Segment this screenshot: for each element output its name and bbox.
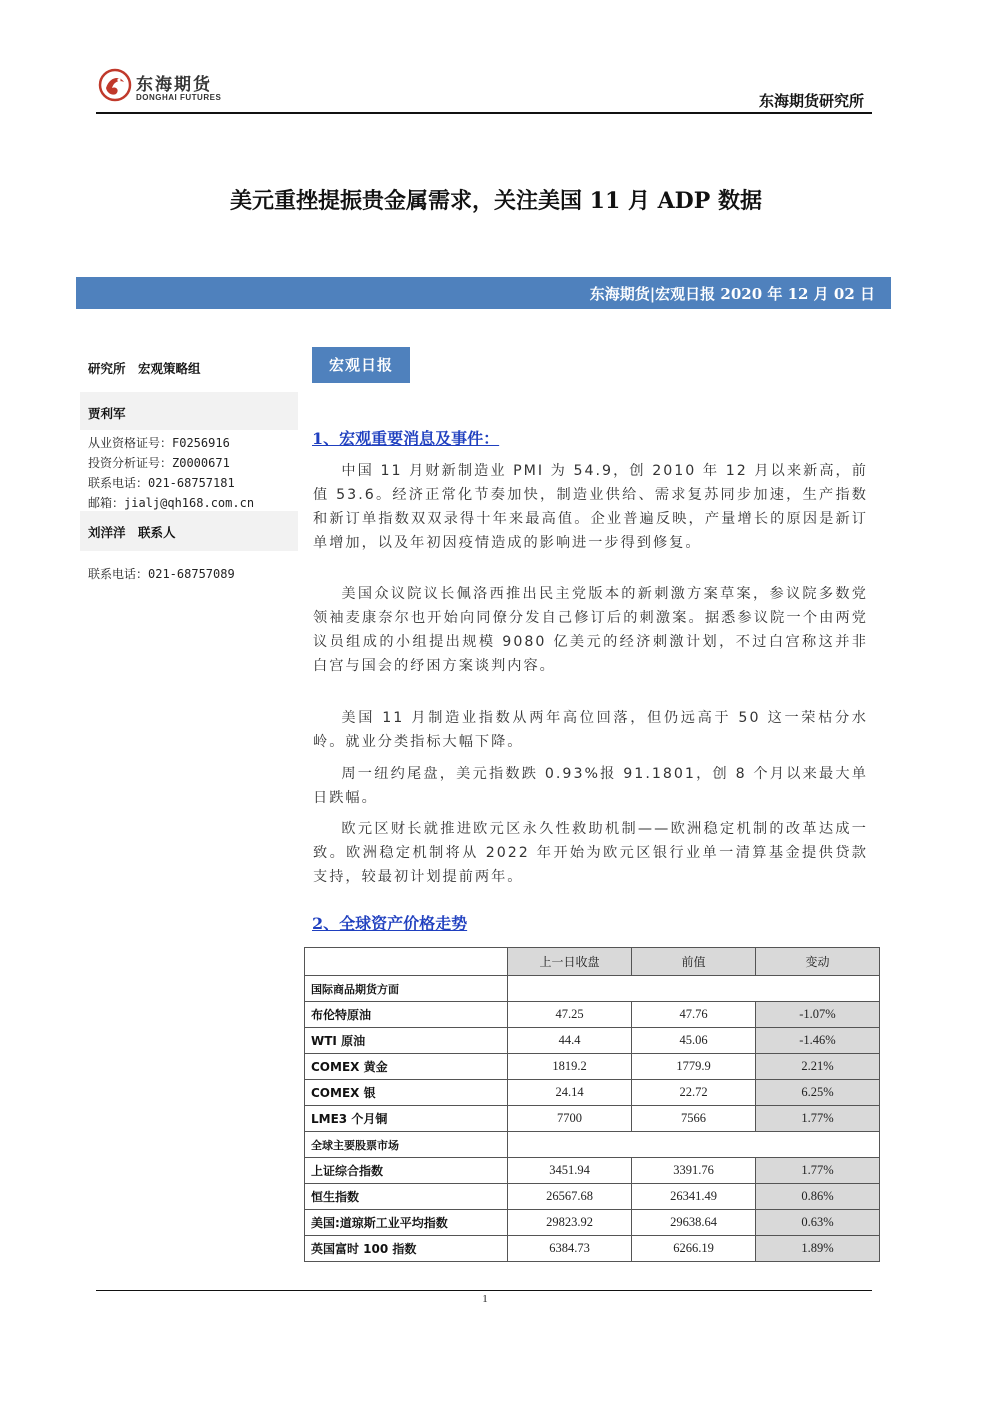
paragraph-1: 中国 11 月财新制造业 PMI 为 54.9，创 2010 年 12 月以来新高，前值 53.6。经济正常化节奏加快，制造业供给、需求复苏同步加速，生产指数和新订单指数双双录得十年来最高值。企业普遍反映，产量增长的原因是新订单增加，以及年初因疫情造成的影响进一步得到修复。 [313,463,868,551]
row-prev: 7566 [632,1106,756,1132]
row-prev: 26341.49 [632,1184,756,1210]
row-name: COMEX 银 [305,1080,508,1106]
row-change: 1.89% [756,1236,880,1262]
row-change: 6.25% [756,1080,880,1106]
table-row [305,1080,880,1106]
row-prev: 45.06 [632,1028,756,1054]
row-name: 美国:道琼斯工业平均指数 [305,1210,508,1236]
report-banner [76,277,891,309]
header-divider [96,112,872,114]
table-row [305,1028,880,1054]
row-prev: 3391.76 [632,1158,756,1184]
row-prev: 22.72 [632,1080,756,1106]
analyst2-name: 刘洋洋 联系人 [88,525,176,540]
header-institute: 东海期货研究所 [758,92,864,110]
company-logo [98,64,238,110]
analyst2-name-block [80,511,298,551]
row-close: 44.4 [508,1028,632,1054]
analyst1-info [88,433,306,513]
row-change: 2.21% [756,1054,880,1080]
table-row [305,1236,880,1262]
table-header-prev: 前值 [632,948,756,976]
row-change: 0.86% [756,1184,880,1210]
table-header-blank [305,948,508,976]
row-name: WTI 原油 [305,1028,508,1054]
analyst1-phone: 联系电话：021-68757181 [88,476,235,490]
row-close: 26567.68 [508,1184,632,1210]
table-row [305,1158,880,1184]
footer-divider [96,1290,872,1291]
analyst1-email[interactable]: 邮箱：jialj@qh168.com.cn [88,496,255,510]
section1-title: 1、宏观重要消息及事件： [312,429,500,448]
paragraph-3: 美国 11 月制造业指数从两年高位回落，但仍远高于 50 这一荣枯分水岭。就业分类指标大幅下降。 [313,710,868,750]
analyst1-license: 从业资格证号：F0256916 [88,436,230,450]
logo-cn-text: 东海期货 [136,75,212,95]
table-category-row [305,976,880,1002]
row-prev: 29638.64 [632,1210,756,1236]
table-row [305,1002,880,1028]
row-name: COMEX 黄金 [305,1054,508,1080]
table-row [305,1106,880,1132]
row-change: -1.46% [756,1028,880,1054]
category-filler [508,1132,880,1158]
page-number: 1 [482,1293,488,1305]
analyst2-phone: 联系电话：021-68757089 [88,567,235,581]
report-type-tag: 宏观日报 [312,347,410,383]
row-close: 29823.92 [508,1210,632,1236]
row-name: 恒生指数 [305,1184,508,1210]
row-name: LME3 个月铜 [305,1106,508,1132]
table-header-change: 变动 [756,948,880,976]
row-prev: 6266.19 [632,1236,756,1262]
sidebar-dept: 研究所 宏观策略组 [88,361,201,376]
paragraph-4: 周一纽约尾盘，美元指数跌 0.93%报 91.1801，创 8 个月以来最大单日跌幅。 [313,766,868,806]
asset-price-table [304,947,880,1262]
row-close: 7700 [508,1106,632,1132]
row-close: 3451.94 [508,1158,632,1184]
section2-title: 2、全球资产价格走势 [312,914,468,933]
banner-text: 东海期货|宏观日报 2020 年 12 月 02 日 [589,285,875,303]
report-title: 美元重挫提振贵金属需求，关注美国 11 月 ADP 数据 [230,188,762,214]
category-label: 国际商品期货方面 [305,976,508,1002]
table-row [305,1184,880,1210]
row-name: 英国富时 100 指数 [305,1236,508,1262]
paragraph-5: 欧元区财长就推进欧元区永久性救助机制——欧洲稳定机制的改革达成一致。欧洲稳定机制将从 2022 年开始为欧元区银行业单一清算基金提供贷款支持，较最初计划提前两年。 [313,821,868,885]
row-change: -1.07% [756,1002,880,1028]
row-change: 1.77% [756,1106,880,1132]
row-name: 上证综合指数 [305,1158,508,1184]
dragon-logo-icon [98,68,132,102]
paragraph-2: 美国众议院议长佩洛西推出民主党版本的新刺激方案草案，参议院多数党领袖麦康奈尔也开始向同僚分发自己修订后的刺激案。据悉参议院一个由两党议员组成的小组提出规模 9080 亿美元的经济刺激计划，不过白宫称这并非白宫与国会的纾困方案谈判内容。 [313,586,868,674]
table-row [305,1054,880,1080]
row-close: 47.25 [508,1002,632,1028]
table-row [305,1210,880,1236]
logo-en-text: DONGHAI FUTURES [136,93,222,102]
analyst1-name-block [80,392,298,430]
row-close: 1819.2 [508,1054,632,1080]
row-prev: 47.76 [632,1002,756,1028]
table-header-close: 上一日收盘 [508,948,632,976]
row-name: 布伦特原油 [305,1002,508,1028]
analyst1-invest-license: 投资分析证号：Z0000671 [88,456,230,470]
row-close: 6384.73 [508,1236,632,1262]
category-label: 全球主要股票市场 [305,1132,508,1158]
category-filler [508,976,880,1002]
row-close: 24.14 [508,1080,632,1106]
row-change: 0.63% [756,1210,880,1236]
table-category-row [305,1132,880,1158]
table-header-row [305,948,880,976]
analyst1-name: 贾利军 [88,406,126,421]
row-change: 1.77% [756,1158,880,1184]
analyst2-info [88,564,306,584]
row-prev: 1779.9 [632,1054,756,1080]
